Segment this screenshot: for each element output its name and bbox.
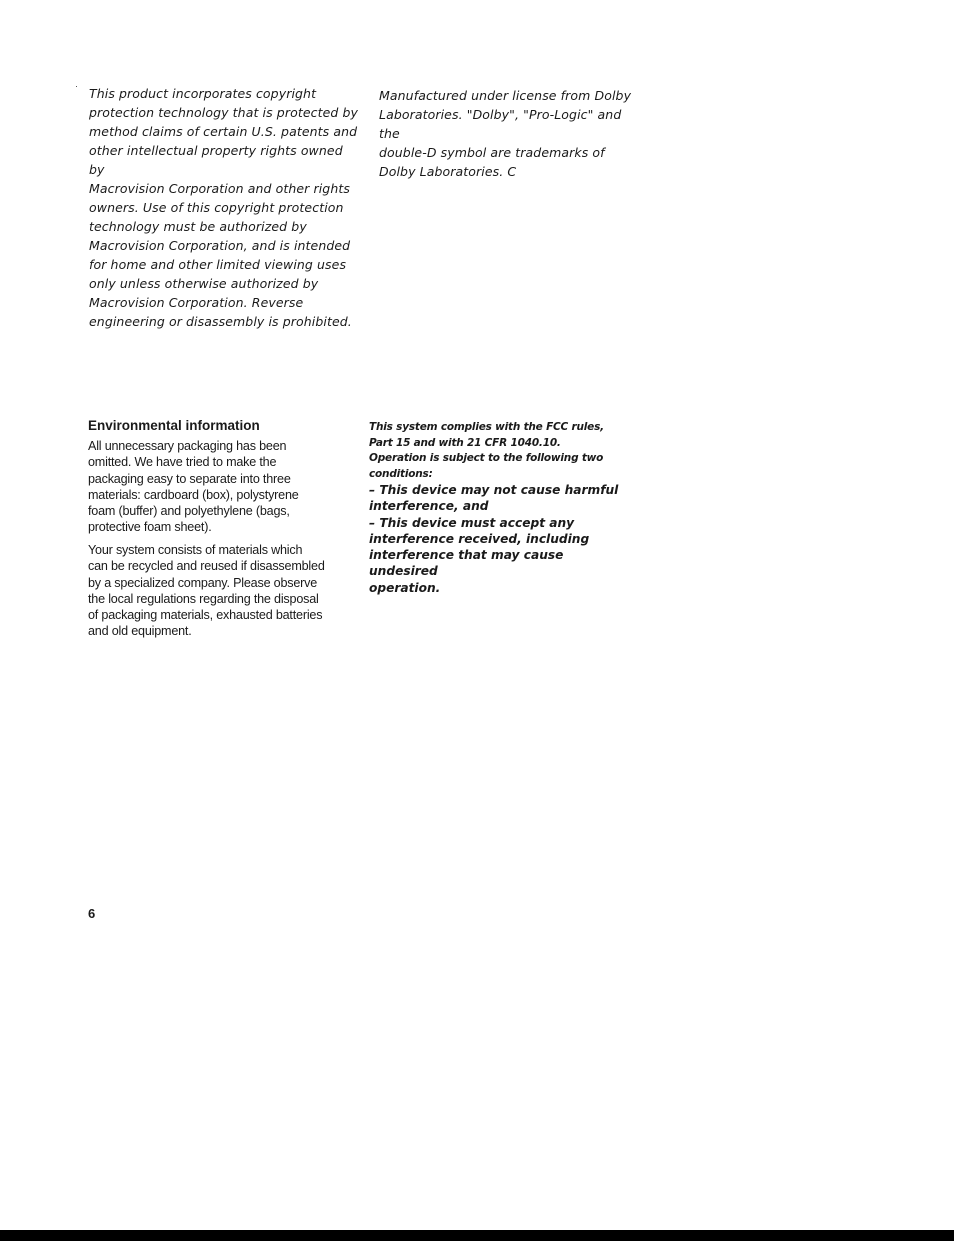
notice-line: other intellectual property rights owned by	[89, 143, 343, 177]
paragraph-line: Your system consists of materials which	[88, 543, 303, 557]
fcc-condition-line: – This device may not cause harmful	[369, 483, 619, 497]
notice-line: technology must be authorized by	[89, 219, 307, 234]
paragraph-line: foam (buffer) and polyethylene (bags,	[88, 504, 290, 519]
environmental-paragraph-recycling	[88, 542, 333, 640]
notice-line: Laboratories. "Dolby", "Pro-Logic" and the	[379, 107, 622, 141]
paragraph-line: packaging easy to separate into three	[88, 471, 291, 486]
notice-line: only unless otherwise authorized by	[89, 276, 319, 291]
notice-line: method claims of certain U.S. patents and	[89, 124, 358, 139]
paragraph-line: by a specialized company. Please observe	[88, 575, 318, 590]
scan-speck	[76, 86, 77, 87]
paragraph-line: protective foam sheet).	[88, 520, 212, 535]
fcc-intro-line: Operation is subject to the following two	[369, 452, 604, 464]
paragraph-line: omitted. We have tried to make the	[88, 455, 277, 470]
notice-line: This product incorporates copyright	[89, 86, 317, 101]
fcc-condition-line: operation.	[369, 580, 441, 595]
fcc-intro-line: This system complies with the FCC rules,	[369, 421, 604, 433]
fcc-compliance-notice	[369, 420, 619, 596]
paragraph-line: the local regulations regarding the disposal	[88, 591, 319, 606]
notice-line: engineering or disassembly is prohibited.	[89, 314, 352, 329]
notice-line: for home and other limited viewing uses	[89, 257, 347, 272]
notice-line: Manufactured under license from Dolby	[379, 88, 632, 103]
notice-line: owners. Use of this copyright protection	[89, 200, 344, 215]
macrovision-copyright-notice	[89, 84, 359, 331]
fcc-condition-line: – This device must accept any	[369, 515, 575, 530]
fcc-condition-line: interference that may cause undesired	[369, 548, 564, 579]
paragraph-line: of packaging materials, exhausted batteries	[88, 608, 323, 623]
notice-line: protection technology that is protected by	[89, 105, 359, 120]
fcc-condition-line: interference, and	[369, 499, 489, 514]
notice-line: Macrovision Corporation and other rights	[89, 181, 350, 196]
paragraph-line: All unnecessary packaging has been	[88, 439, 287, 453]
environmental-heading: Environmental information	[88, 418, 260, 433]
notice-line: Dolby Laboratories. C	[379, 164, 517, 179]
paragraph-line: and old equipment.	[88, 624, 192, 639]
notice-line: double-D symbol are trademarks of	[379, 145, 605, 160]
environmental-paragraph-packaging	[88, 438, 333, 536]
page-number: 6	[88, 906, 96, 921]
fcc-intro-line: conditions:	[369, 467, 433, 480]
paragraph-line: materials: cardboard (box), polystyrene	[88, 487, 299, 502]
notice-line: Macrovision Corporation. Reverse	[89, 295, 304, 310]
dolby-trademark-notice	[379, 86, 639, 181]
paragraph-line: can be recycled and reused if disassembled	[88, 559, 325, 574]
notice-line: Macrovision Corporation, and is intended	[89, 238, 351, 253]
page-bottom-bar	[0, 1230, 954, 1241]
fcc-intro-line: Part 15 and with 21 CFR 1040.10.	[369, 436, 561, 449]
fcc-condition-line: interference received, including	[369, 531, 590, 546]
